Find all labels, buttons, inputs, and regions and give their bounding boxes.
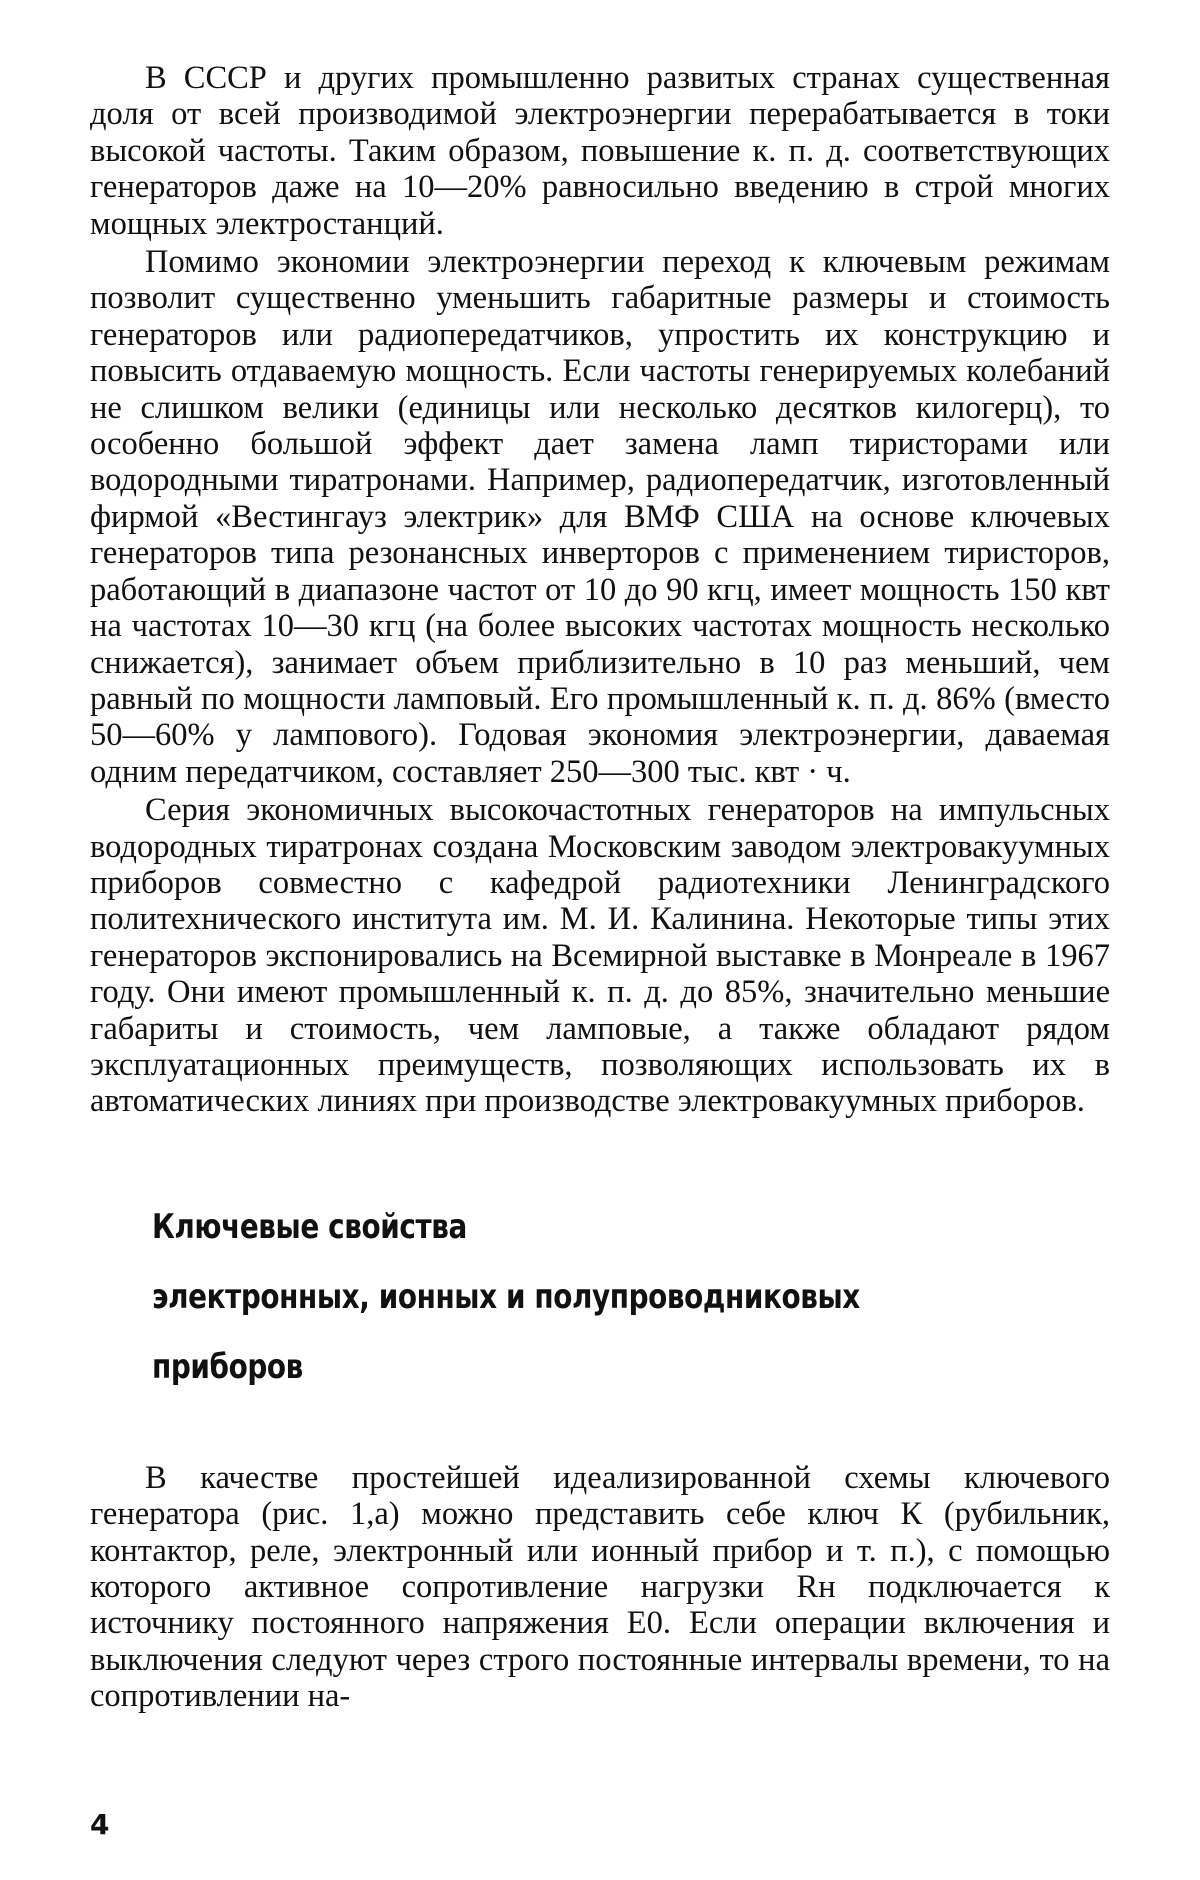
paragraph: В качестве простейшей идеализированной схемы ключевого генератора (рис. 1,а) можно представить себе ключ К (рубильник, контактор, реле, электронный или ионный прибор и т. п.), с помощью которого активное сопротивление нагрузки Rн подключается к источнику постоянного напряжения E0. Если операции включения и выключения следуют через строго постоянные интервалы времени, то на сопротивлении на- bbox=[90, 1459, 1110, 1715]
section-heading-line: электронных, ионных и полупроводниковых bbox=[152, 1276, 860, 1317]
paragraph: Серия экономичных высокочастотных генераторов на импульсных водородных тиратронах создана Московским заводом электровакуумных приборов совместно с кафедрой радиотехники Ленинградского политехнического института им. М. И. Калинина. Некоторые типы этих генераторов экспонировались на Всемирной выставке в Монреале в 1967 году. Они имеют промышленный к. п. д. до 85%, значительно меньшие габариты и стоимость, чем ламповые, а также обладают рядом эксплуатационных преимуществ, позволяющих использовать их в автоматических линиях при производстве электровакуумных приборов. bbox=[90, 792, 1110, 1120]
section-heading-line: Ключевые свойства bbox=[152, 1206, 467, 1247]
page-text-block bbox=[90, 60, 1110, 1715]
paragraph: В СССР и других промышленно развитых странах существенная доля от всей производимой электроэнергии перерабатывается в токи высокой частоты. Таким образом, повышение к. п. д. соответствующих генераторов даже на 10—20% равносильно введению в строй многих мощных электростанций. bbox=[90, 60, 1110, 242]
section-heading-line: приборов bbox=[152, 1346, 303, 1387]
page-number: 4 bbox=[90, 1808, 110, 1841]
paragraph: Помимо экономии электроэнергии переход к ключевым режимам позволит существенно уменьшить габаритные размеры и стоимость генераторов или радиопередатчиков, упростить их конструкцию и повысить отдаваемую мощность. Если частоты генерируемых колебаний не слишком велики (единицы или несколько десятков килогерц), то особенно большой эффект дает замена ламп тиристорами или водородными тиратронами. Например, радиопередатчик, изготовленный фирмой «Вестингауз электрик» для ВМФ США на основе ключевых генераторов типа резонансных инверторов с применением тиристоров, работающий в диапазоне частот от 10 до 90 кгц, имеет мощность 150 квт на частотах 10—30 кгц (на более высоких частотах мощность несколько снижается), занимает объем приблизительно в 10 раз меньший, чем равный по мощности ламповый. Его промышленный к. п. д. 86% (вместо 50—60% у лампового). Годовая экономия электроэнергии, даваемая одним передатчиком, составляет 250—300 тыс. квт · ч. bbox=[90, 244, 1110, 790]
section-heading bbox=[152, 1192, 1156, 1402]
